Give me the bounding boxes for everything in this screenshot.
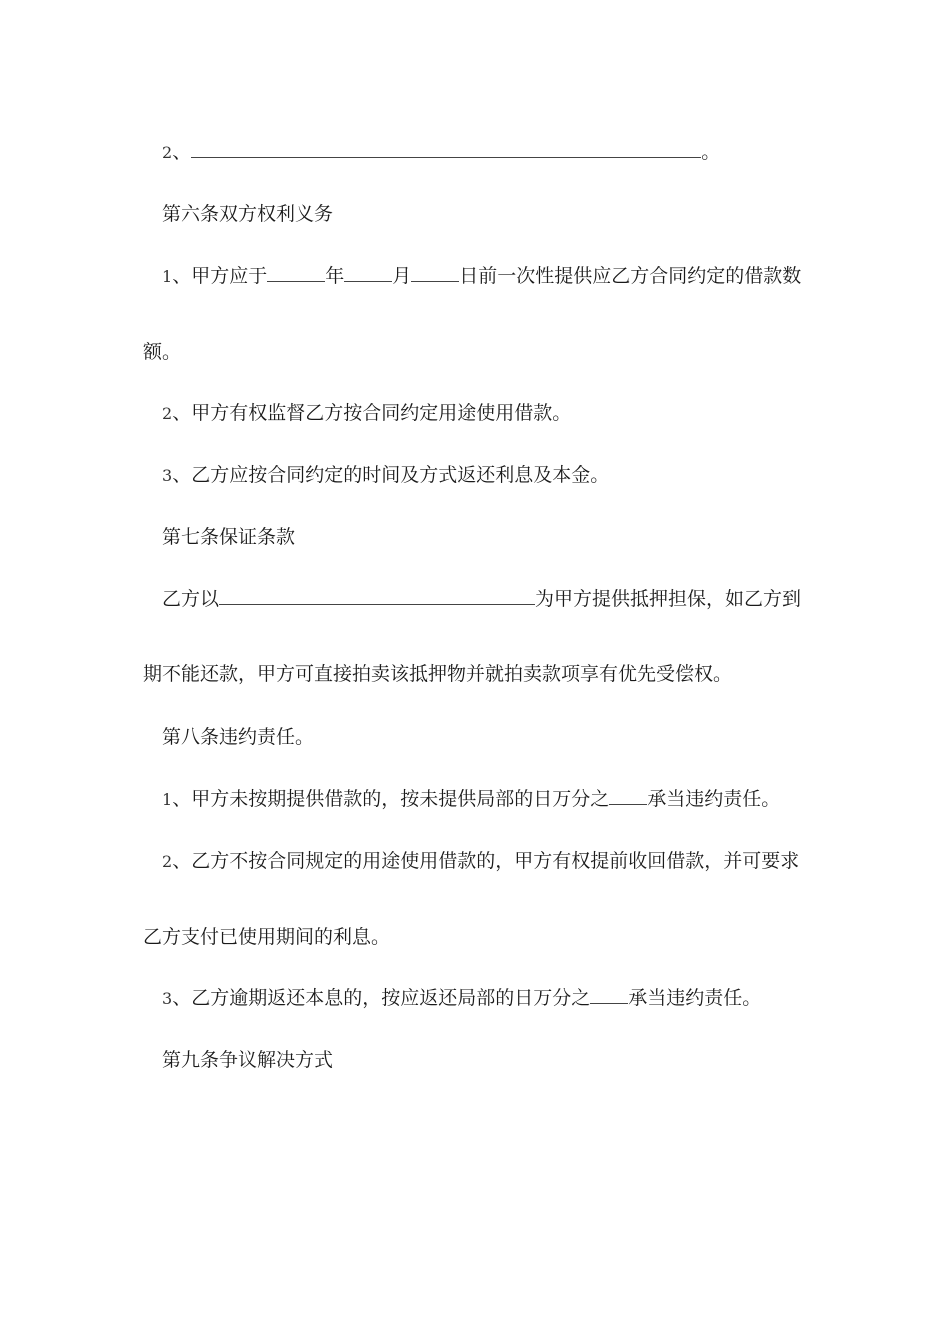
day-blank[interactable]: [411, 263, 459, 282]
text-segment: 、乙方逾期返还本息的，按应返还局部的日万分之: [172, 987, 591, 1009]
text-segment: 为甲方提供抵押担保，如乙方到: [535, 588, 802, 610]
blank-field[interactable]: [191, 139, 701, 158]
collateral-blank[interactable]: [219, 586, 535, 605]
clause-6-item-1: [162, 263, 801, 289]
text-segment: 日前一次性提供应乙方合同约定的借款数: [459, 265, 802, 287]
item-number: 2: [162, 143, 173, 162]
item-number: 1: [162, 267, 173, 286]
separator: 、: [172, 141, 192, 163]
clause-9-heading: 第九条争议解决方式: [162, 1049, 334, 1071]
item-number: 2: [162, 404, 173, 423]
text-segment: 乙方以: [162, 588, 220, 610]
item-number: 3: [162, 989, 173, 1008]
year-label: 年: [325, 265, 345, 287]
clause-7-body: [162, 586, 801, 612]
text-segment: 、甲方有权监督乙方按合同约定用途使用借款。: [172, 402, 572, 424]
clause-8-item-2: [162, 848, 799, 874]
clause-8-item-3: [162, 985, 761, 1011]
clause-7-body-continued: 期不能还款，甲方可直接拍卖该抵押物并就拍卖款项享有优先受偿权。: [143, 663, 733, 685]
clause-8-item-1: [162, 786, 780, 812]
rate-blank[interactable]: [609, 786, 647, 805]
text-segment: 、乙方应按合同约定的时间及方式返还利息及本金。: [172, 464, 610, 486]
month-blank[interactable]: [344, 263, 392, 282]
month-label: 月: [392, 265, 412, 287]
clause-5-item-2: [162, 139, 720, 165]
clause-7-heading: 第七条保证条款: [162, 526, 296, 548]
text-segment: 、甲方应于: [172, 265, 268, 287]
clause-6-item-1-continued: 额。: [143, 341, 182, 363]
clause-6-item-2: [162, 400, 571, 426]
text-segment: 、乙方不按合同规定的用途使用借款的，甲方有权提前收回借款，并可要求: [172, 850, 800, 872]
item-number: 2: [162, 852, 173, 871]
year-blank[interactable]: [267, 263, 325, 282]
rate-blank[interactable]: [590, 985, 628, 1004]
item-number: 1: [162, 790, 173, 809]
text-segment: 承当违约责任。: [647, 788, 781, 810]
clause-8-heading: 第八条违约责任。: [162, 726, 315, 748]
clause-8-item-2-continued: 乙方支付已使用期间的利息。: [143, 926, 391, 948]
text-segment: 、甲方未按期提供借款的，按未提供局部的日万分之: [172, 788, 610, 810]
clause-6-heading: 第六条双方权利义务: [162, 203, 334, 225]
item-number: 3: [162, 466, 173, 485]
clause-6-item-3: [162, 462, 609, 488]
text-segment: 承当违约责任。: [628, 987, 762, 1009]
period: 。: [701, 141, 721, 163]
